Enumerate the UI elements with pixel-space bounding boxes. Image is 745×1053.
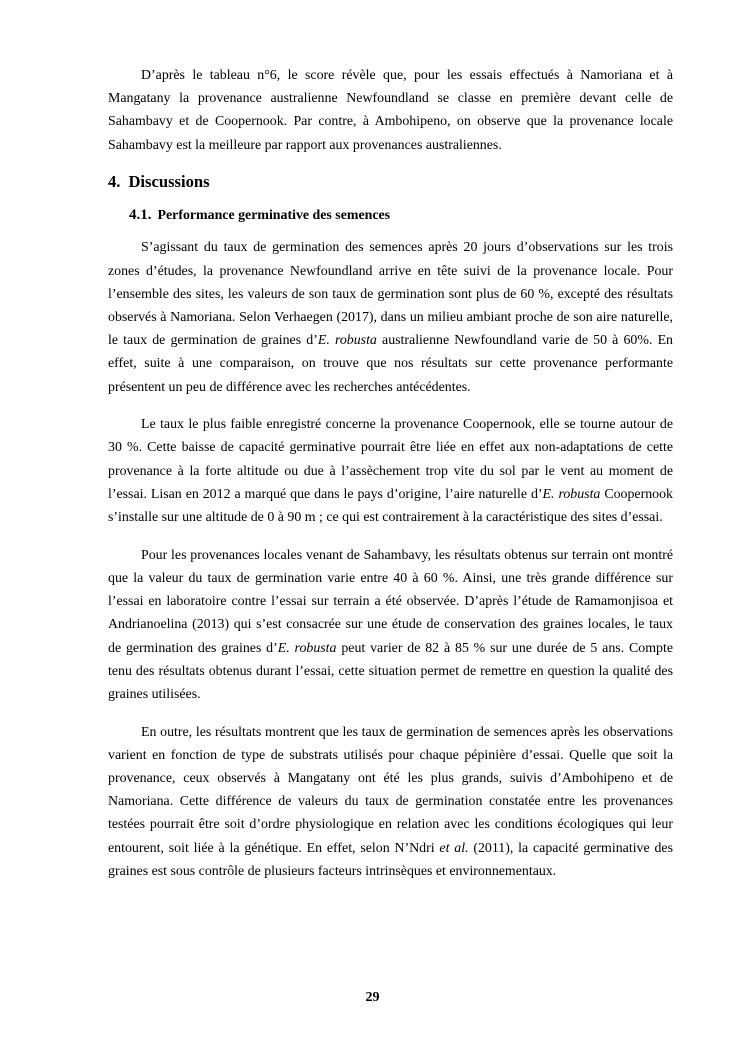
species-name: E. robusta <box>277 640 337 656</box>
page-number: 29 <box>365 990 380 1005</box>
paragraph-local-provenances: Pour les provenances locales venant de Sahambavy, les résultats obtenus sur terrain ont montré que la valeur du taux de germination varie entre 40 à 60 %. Ainsi, une très grande différence sur l’essai en laboratoire contre l’essai sur terrain a été observée. D’après l’étude de Ramamonjisoa et Andrianoelina (2013) qui s’est consacrée sur une étude de conservation des graines locales, le taux de germination des graines d’E. robusta peut varier de 82 à 85 % sur une durée de 5 ans. Compte tenu des résultats obtenus durant l’essai, cette situation permet de remettre en question la qualité des graines utilisées. <box>108 547 673 702</box>
subsection-heading <box>129 205 673 226</box>
citation-et-al: et al. <box>439 840 469 856</box>
section-number: 4. <box>108 172 121 192</box>
subsection-title: Performance germinative des semences <box>157 208 391 224</box>
paragraph-germination-rate: S’agissant du taux de germination des semences après 20 jours d’observations sur les trois zones d’études, la provenance Newfoundland arrive en tête suivi de la provenance locale. Pour l’ensemble des sites, les valeurs de son taux de germination sont plus de 60 %, excepté des résultats observés à Namoriana. Selon Verhaegen (2017), dans un milieu ambiant proche de son aire naturelle, le taux de germination de graines d’E. robusta australienne Newfoundland varie de 50 à 60%. En effet, suite à une comparaison, on trouve que nos résultats sur cette provenance performante présentent un peu de différence avec les recherches antécédentes. <box>108 240 673 395</box>
section-heading <box>108 171 673 193</box>
section-title: Discussions <box>128 172 210 192</box>
document-page <box>108 64 673 898</box>
paragraph-substrates: En outre, les résultats montrent que les taux de germination de semences après les observations varient en fonction de type de substrats utilisés pour chaque pépinière d’essai. Quelle que soit la provenance, ceux observés à Mangatany ont été les plus grands, suivis d’Ambohipeno et de Namoriana. Cette différence de valeurs du taux de germination constatée entre les provenances testées pourrait être soit d’ordre physiologique en relation avec les conditions écologiques qui leur entourent, soit liée à la génétique. En effet, selon N’Ndri et al. (2011), la capacité germinative des graines est sous contrôle de plusieurs facteurs intrinsèques et environnementaux. <box>108 724 673 879</box>
paragraph-coopernook: Le taux le plus faible enregistré concerne la provenance Coopernook, elle se tourne autour de 30 %. Cette baisse de capacité germinative pourrait être liée en effet aux non-adaptations de cette provenance à la forte altitude ou due à l’assèchement trop vite du sol par le vent au moment de l’essai. Lisan en 2012 a marqué que dans le pays d’origine, l’aire naturelle d’E. robusta Coopernook s’installe sur une altitude de 0 à 90 m ; ce qui est contrairement à la caractéristique des sites d’essai. <box>108 417 673 526</box>
species-name: E. robusta <box>317 333 377 349</box>
species-name: E. robusta <box>542 486 601 502</box>
paragraph-score-results: D’après le tableau n°6, le score révèle que, pour les essais effectués à Namoriana et à Mangatany la provenance australienne Newfoundland se classe en première devant celle de Sahambavy et de Coopernook. Par contre, à Ambohipeno, on observe que la provenance locale Sahambavy est la meilleure par rapport aux provenances australiennes. <box>108 68 673 153</box>
subsection-number: 4.1. <box>129 207 152 224</box>
